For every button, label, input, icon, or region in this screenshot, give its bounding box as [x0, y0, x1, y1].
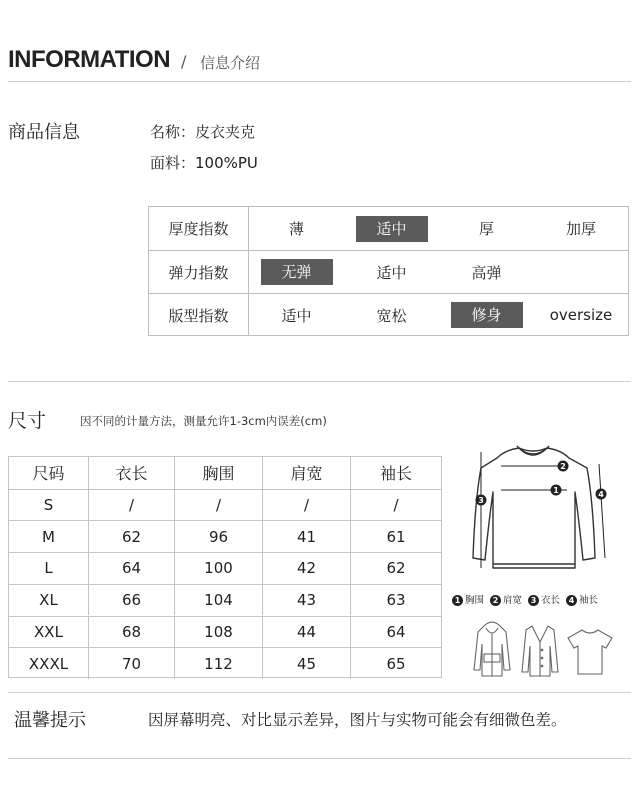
table-cell: 65 [386, 654, 406, 673]
index-option-selected: 修身 [439, 294, 534, 336]
index-table [148, 206, 629, 336]
index-option-selected: 适中 [344, 207, 439, 250]
table-cell: 62 [89, 521, 175, 552]
table-cell: 108 [175, 617, 263, 648]
tip-text: 因屏幕明亮、对比显示差异，图片与实物可能会有细微色差。 [148, 711, 567, 729]
divider [8, 81, 631, 82]
sweater-measurement-diagram [455, 440, 635, 585]
measure-marker-4 [596, 489, 607, 500]
svg-text:3: 3 [478, 496, 484, 505]
table-cell: 70 [89, 648, 175, 679]
table-cell: M [9, 521, 89, 552]
table-cell: 100 [175, 553, 263, 584]
table-cell: / [263, 490, 351, 521]
table-row [9, 520, 441, 552]
index-row-label: 厚度指数 [149, 207, 249, 250]
divider [8, 692, 631, 693]
hoodie-icon [470, 618, 514, 680]
tip-label: 温馨提示 [14, 710, 86, 731]
table-cell: 68 [89, 617, 175, 648]
index-option: 宽松 [376, 306, 407, 325]
divider [8, 381, 631, 382]
column-header: 胸围 [175, 457, 263, 489]
legend-item: 2 肩宽 [490, 592, 522, 606]
index-option: 适中 [281, 306, 312, 325]
index-row-label: 版型指数 [149, 294, 249, 336]
product-fabric: 面料：100%PU [150, 154, 258, 172]
size-label: 尺寸 [8, 410, 47, 432]
index-row-thickness [149, 207, 628, 250]
table-cell: S [9, 490, 89, 521]
table-cell: XXL [9, 617, 89, 648]
table-row [9, 647, 441, 679]
index-row-label: 弹力指数 [149, 251, 249, 293]
index-option: 薄 [288, 220, 304, 238]
table-cell: / [393, 496, 399, 515]
table-cell: 61 [386, 527, 406, 546]
table-cell: L [9, 553, 89, 584]
table-cell: 66 [89, 585, 175, 616]
table-cell: 41 [263, 521, 351, 552]
page-subtitle: 信息介绍 [200, 54, 261, 72]
table-row [9, 489, 441, 521]
table-cell: XL [9, 585, 89, 616]
legend-item: 4 袖长 [566, 592, 598, 606]
index-option: 适中 [376, 263, 407, 282]
table-cell: / [89, 490, 175, 521]
table-cell: 64 [89, 553, 175, 584]
svg-text:2: 2 [560, 462, 566, 471]
measure-marker-1 [551, 485, 562, 496]
table-cell: 96 [175, 521, 263, 552]
table-cell: XXXL [9, 648, 89, 679]
table-row [9, 584, 441, 616]
index-option: oversize [549, 306, 613, 324]
table-cell: 44 [263, 617, 351, 648]
product-info-label: 商品信息 [8, 122, 80, 143]
svg-text:1: 1 [553, 486, 559, 495]
column-header: 袖长 [379, 464, 412, 484]
size-note: 因不同的计量方法，测量允许1-3cm内误差(cm) [80, 414, 327, 428]
index-row-elasticity [149, 250, 628, 293]
page-title: INFORMATION [8, 46, 171, 73]
legend-item: 1 胸围 [452, 592, 484, 606]
table-cell: 45 [263, 648, 351, 679]
measure-marker-3 [476, 495, 487, 506]
index-row-fit [149, 293, 628, 336]
index-option-selected: 无弹 [249, 251, 344, 293]
tshirt-icon [566, 626, 614, 676]
divider [8, 758, 631, 759]
measure-marker-2 [558, 461, 569, 472]
table-cell: 62 [386, 559, 406, 578]
product-name: 名称：皮衣夹克 [150, 123, 256, 141]
svg-text:4: 4 [598, 490, 604, 499]
index-option: 高弹 [471, 263, 502, 282]
table-cell: 64 [386, 622, 406, 641]
table-cell: / [175, 490, 263, 521]
column-header: 尺码 [9, 457, 89, 489]
size-table-header [9, 457, 441, 489]
column-header: 衣长 [89, 457, 175, 489]
index-option [534, 251, 628, 293]
cardigan-icon [520, 622, 560, 680]
column-header: 肩宽 [263, 457, 351, 489]
measurement-legend [452, 592, 598, 606]
title-separator: / [181, 52, 187, 71]
table-cell: 104 [175, 585, 263, 616]
size-table [8, 456, 442, 678]
table-row [9, 552, 441, 584]
legend-item: 3 衣长 [528, 592, 560, 606]
table-cell: 43 [263, 585, 351, 616]
table-cell: 112 [175, 648, 263, 679]
index-option: 厚 [478, 220, 494, 238]
table-cell: 63 [386, 591, 406, 610]
table-cell: 42 [263, 553, 351, 584]
table-row [9, 616, 441, 648]
index-option: 加厚 [565, 220, 596, 238]
